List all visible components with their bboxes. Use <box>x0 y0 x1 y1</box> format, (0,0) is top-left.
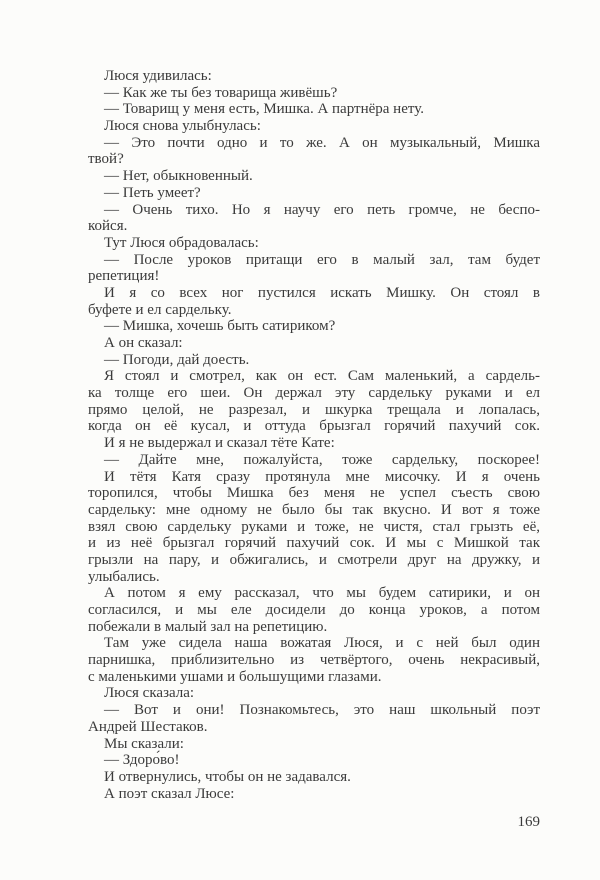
text-line: — Петь умеет? <box>104 184 201 201</box>
text-line: взял свою сардельку руками и тоже, не чистя, стал грызть её, <box>88 518 540 535</box>
text-line: парнишка, приблизительно из четвёртого, очень некрасивый, <box>88 652 540 669</box>
text-line: с маленькими ушами и большущими глазами. <box>88 668 382 685</box>
text-line: когда он её кусал, и оттуда брызгал горячий пахучий сок. <box>88 418 540 435</box>
text-line: прямо целой, не разрезал, и шкурка трещала и лопалась, <box>88 401 540 418</box>
text-line: И тётя Катя сразу протянула мне мисочку. И я очень <box>104 468 540 485</box>
text-line: побежали в малый зал на репетицию. <box>88 618 328 635</box>
text-line: Люся удивилась: <box>104 68 212 84</box>
text-line: — Товарищ у меня есть, Мишка. А партнёра нету. <box>104 101 424 118</box>
text-line: торопился, чтобы Мишка без меня не успел съесть свою <box>88 485 540 502</box>
text-line: койся. <box>88 218 128 235</box>
text-line: твой? <box>88 151 124 168</box>
text-line: — После уроков притащи его в малый зал, там будет <box>104 251 540 268</box>
text-line: — Здоро́во! <box>104 752 180 769</box>
text-line: Мы сказали: <box>104 735 184 752</box>
text-line: И я не выдержал и сказал тёте Кате: <box>104 435 335 452</box>
text-line: и из неё брызгал горячий пахучий сок. И мы с Мишкой так <box>88 535 540 552</box>
text-line: А поэт сказал Люсе: <box>104 785 235 802</box>
text-line: А он сказал: <box>104 335 183 351</box>
text-line: Тут Люся обрадовалась: <box>104 234 259 251</box>
page-text <box>88 68 540 802</box>
text-line: сардельку: мне одному не было бы так вкусно. И вот я тоже <box>88 501 540 518</box>
text-line: буфете и ел сардельку. <box>88 301 232 318</box>
text-line: репетиция! <box>88 268 160 285</box>
text-line: — Вот и они! Познакомьтесь, это наш школьный поэт <box>104 702 540 719</box>
text-line: Андрей Шестаков. <box>88 718 208 735</box>
text-line: — Мишка, хочешь быть сатириком? <box>104 318 336 335</box>
text-line: — Нет, обыкновенный. <box>104 168 253 185</box>
text-line: согласился, и мы еле досидели до конца уроков, а потом <box>88 602 540 618</box>
text-line: — Очень тихо. Но я научу его петь громче, не беспо- <box>104 201 540 218</box>
text-line: улыбались. <box>88 568 160 585</box>
text-line: — Погоди, дай доесть. <box>104 351 250 368</box>
text-line: Там уже сидела наша вожатая Люся, и с ней был один <box>104 635 540 652</box>
text-line: ка толще его шеи. Он держал эту сардельку руками и ел <box>88 385 540 402</box>
text-line: Люся сказала: <box>104 685 195 702</box>
text-line: — Это почти одно и то же. А он музыкальный, Мишка <box>104 134 540 151</box>
text-line: И отвернулись, чтобы он не задавался. <box>104 768 351 785</box>
text-line: Я стоял и смотрел, как он ест. Сам маленький, а сардель- <box>104 368 540 385</box>
text-line: — Как же ты без товарища живёшь? <box>104 84 338 101</box>
page-number: 169 <box>517 814 540 830</box>
text-line: А потом я ему рассказал, что мы будем сатирики, и он <box>104 585 540 602</box>
text-line: грызли на пару, и обжигались, и смотрели друг на дружку, и <box>88 551 540 568</box>
text-line: Люся снова улыбнулась: <box>104 118 261 135</box>
text-line: — Дайте мне, пожалуйста, тоже сардельку, поскорее! <box>104 451 540 468</box>
text-line: И я со всех ног пустился искать Мишку. Он стоял в <box>104 284 540 301</box>
